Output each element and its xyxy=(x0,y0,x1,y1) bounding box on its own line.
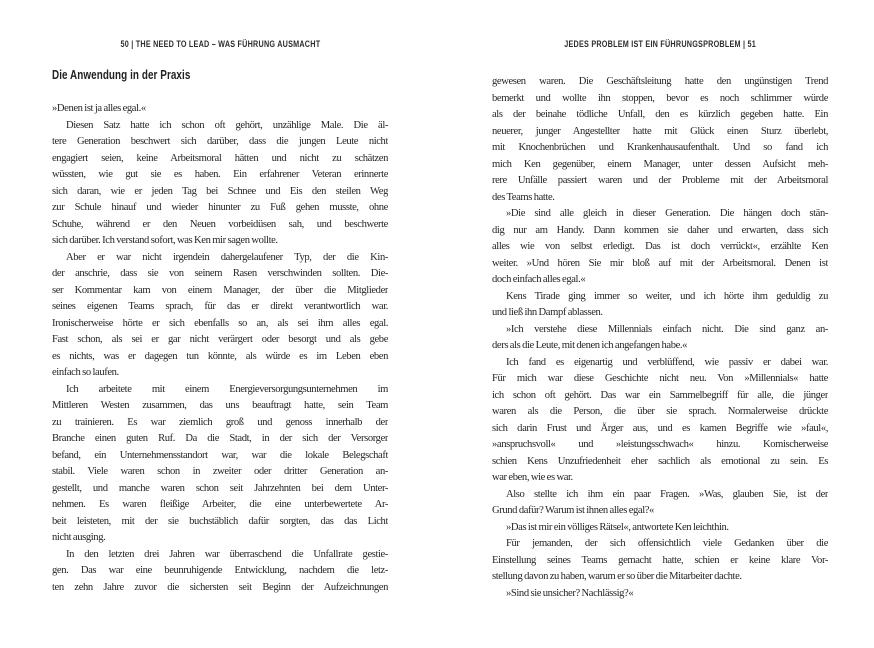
text-line: Grund dafür? Warum ist ihnen alles egal?« xyxy=(492,505,654,516)
text-line: gen. Das war eine beunruhigende Entwicklung, nachdem die letz- xyxy=(52,565,388,576)
text-line: nehmen. Es waren fleißige Arbeiter, die eine unterbewertete Ar- xyxy=(52,499,388,510)
text-line: sich darin Frust und Ärger aus, und es kamen Begriffe wie »faul«, xyxy=(492,422,828,434)
text-line: sich daran, wie er jeden Tag bei Schnee und Eis den steilen Weg xyxy=(52,185,388,197)
text-line: Fast schon, als sei er gar nicht verärgert oder besorgt und als gebe xyxy=(52,334,388,345)
paragraph xyxy=(52,101,388,118)
text-line: Mittleren Westen zusammen, das uns beauftragt hatte, sein Team xyxy=(52,400,388,411)
text-line: dig nur am Handy. Dann kommen sie daher und erwarten, dass sich xyxy=(492,224,828,236)
text-line: ders als die Leute, mit denen ich angefangen habe.« xyxy=(492,340,688,351)
text-line: engagiert seien, keine Arbeitsmoral hätten und nicht zu schätzen xyxy=(52,152,388,164)
text-line: Also stellte ich ihm ein paar Fragen. »Was, glauben Sie, ist der xyxy=(506,488,828,500)
text-line: weiter. »Und hören Sie mir bloß auf mit der Arbeitsmoral. Denen ist xyxy=(492,257,828,269)
text-line: zur Schule hinauf und wieder hinunter zu Fuß gehen musste, ohne xyxy=(52,202,388,213)
paragraph xyxy=(52,250,388,382)
text-line: ich schon oft gehört. Das war ein Sammelbegriff für alle, die jünger xyxy=(492,389,828,401)
text-line: Branche einen guten Ruf. Da die Stadt, in der sich der Versorger xyxy=(52,433,388,444)
text-line: alles wie von selbst erledigt. Das ist doch verrückt«, erzählte Ken xyxy=(492,241,828,252)
text-line: nicht ausging. xyxy=(52,532,106,543)
text-line: war eben, wie es war. xyxy=(492,472,573,483)
text-line: mich Ken gegenüber, einem Manager, unter dessen Aufsicht meh- xyxy=(492,158,828,170)
paragraph xyxy=(492,536,828,586)
paragraph xyxy=(492,206,828,289)
text-line: Für mich war diese Geschichte nicht neu. Von »Millennials« hatte xyxy=(492,373,828,384)
paragraph xyxy=(52,382,388,547)
text-line: tere Generation beschwert sich darüber, dass die jungen Leute nicht xyxy=(52,136,388,147)
left-page xyxy=(52,0,388,648)
text-line: neuerer, junger Angestellter hatte mit Glück einen Sturz überlebt, xyxy=(492,125,828,137)
paragraph xyxy=(492,487,828,520)
text-line: bemerkt und wollte ihn stoppen, bevor es noch schlimmer würde xyxy=(492,92,828,104)
text-line: als der beinahe tödliche Unfall, den es kürzlich gegeben hatte. Ein xyxy=(492,109,828,120)
section-heading-text: Die Anwendung in der Praxis xyxy=(52,68,191,82)
text-line: Ich fand es eigenartig und verblüffend, wie passiv er dabei war. xyxy=(506,356,828,368)
paragraph xyxy=(52,118,388,250)
text-line: ser Kommentar kam von einem Manager, der über die Mitglieder xyxy=(52,284,388,296)
text-line: Ironischerweise hörte er sich ebenfalls so an, als sei ihm alles egal. xyxy=(52,317,388,329)
text-line: wüssten, wie gut sie es haben. Ein erfahrener Veteran erinnerte xyxy=(52,169,388,180)
left-running-header xyxy=(52,39,388,50)
text-line: beit leisteten, mit der sie buchstäblich dafür sorgten, das das Licht xyxy=(52,515,388,527)
text-line: »Das ist mir ein völliges Rätsel«, antwortete Ken leichthin. xyxy=(506,521,729,533)
text-line: ten zehn Jahre zuvor die sichersten seit Beginn der Aufzeichnungen xyxy=(52,581,388,593)
text-line: rere Unfälle passiert waren und der Probleme mit der Arbeitsmoral xyxy=(492,175,828,186)
right-page-body xyxy=(492,74,828,602)
paragraph xyxy=(492,322,828,355)
right-page xyxy=(492,0,828,648)
paragraph xyxy=(492,520,828,537)
text-line: und ließ ihn Dampf ablassen. xyxy=(492,307,603,318)
text-line: gewesen waren. Die Geschäftsleitung hatte den ungünstigen Trend xyxy=(492,76,828,87)
text-line: »anspruchsvoll« und »leistungsschwach« hinzu. Komischerweise xyxy=(492,439,828,450)
left-running-header-text: 50 | THE NEED TO LEAD – WAS FÜHRUNG AUSMACHT xyxy=(120,39,320,50)
text-line: Schuhe, während er den Neuen vorbeidüsen sah, und beschwerte xyxy=(52,218,388,230)
text-line: Für jemanden, der sich offensichtlich viele Gedanken über die xyxy=(506,538,828,549)
text-line: schien Kens Unzufriedenheit eher sachlich als emotional zu sein. Es xyxy=(492,455,828,467)
left-page-body xyxy=(52,101,388,596)
text-line: In den letzten drei Jahren war überraschend die Unfallrate gestie- xyxy=(66,548,388,560)
right-running-header xyxy=(492,39,828,50)
text-line: waren als die Person, die über sie sprach. Normalerweise drückte xyxy=(492,406,828,417)
text-line: es nichts, was er dagegen tun könnte, als würde es im Leben eben xyxy=(52,350,388,362)
text-line: sich darüber. Ich verstand sofort, was Ken mir sagen wollte. xyxy=(52,235,278,246)
text-line: gestellt, und manche waren schon seit Jahrzehnten bei dem Unter- xyxy=(52,482,388,494)
text-line: »Sind sie unsicher? Nachlässig?« xyxy=(506,587,634,599)
paragraph xyxy=(52,547,388,597)
text-line: einfach so laufen. xyxy=(52,367,119,378)
right-running-header-text: JEDES PROBLEM IST EIN FÜHRUNGSPROBLEM | 51 xyxy=(564,39,756,50)
text-line: befand, ein Unternehmensstandort war, war die lokale Belegschaft xyxy=(52,449,388,461)
text-line: Einstellung seines Teams gemacht hatte, schien er keine klare Vor- xyxy=(492,554,828,566)
section-heading xyxy=(52,68,227,82)
paragraph xyxy=(492,586,828,603)
text-line: zu trainieren. Es war ziemlich groß und genoss innerhalb der xyxy=(52,416,388,428)
text-line: Kens Tirade ging immer so weiter, und ich hörte ihm geduldig zu xyxy=(506,290,828,302)
text-line: stellung davon zu haben, warum er so über die Mitarbeiter dachte. xyxy=(492,571,742,582)
text-line: mit Knochenbrüchen und Krankenhausaufenthalt. Und so fand ich xyxy=(492,142,828,153)
text-line: Ich arbeitete mit einem Energieversorgungsunternehmen im xyxy=(66,383,388,395)
text-line: Diesen Satz hatte ich schon oft gehört, unzählige Male. Die äl- xyxy=(66,119,388,131)
paragraph xyxy=(492,289,828,322)
text-line: Aber er war nicht irgendein dahergelaufener Typ, der die Kin- xyxy=(66,251,388,263)
text-line: »Ich verstehe diese Millennials einfach nicht. Die sind ganz an- xyxy=(506,323,828,335)
text-line: der anschrie, dass sie von seinem Rasen verschwinden sollten. Die- xyxy=(52,268,388,279)
text-line: »Die sind alle gleich in dieser Generation. Die hängen doch stän- xyxy=(506,208,828,219)
text-line: seines eigenen Teams sprach, für das er direkt verantwortlich war. xyxy=(52,301,388,312)
text-line: stabil. Viele waren schon in zweiter oder dritter Generation an- xyxy=(52,466,388,477)
text-line: des Teams hatte. xyxy=(492,191,555,203)
text-line: doch einfach alles egal.« xyxy=(492,274,586,285)
text-line: »Denen ist ja alles egal.« xyxy=(52,103,146,114)
paragraph xyxy=(492,355,828,487)
paragraph xyxy=(492,74,828,206)
